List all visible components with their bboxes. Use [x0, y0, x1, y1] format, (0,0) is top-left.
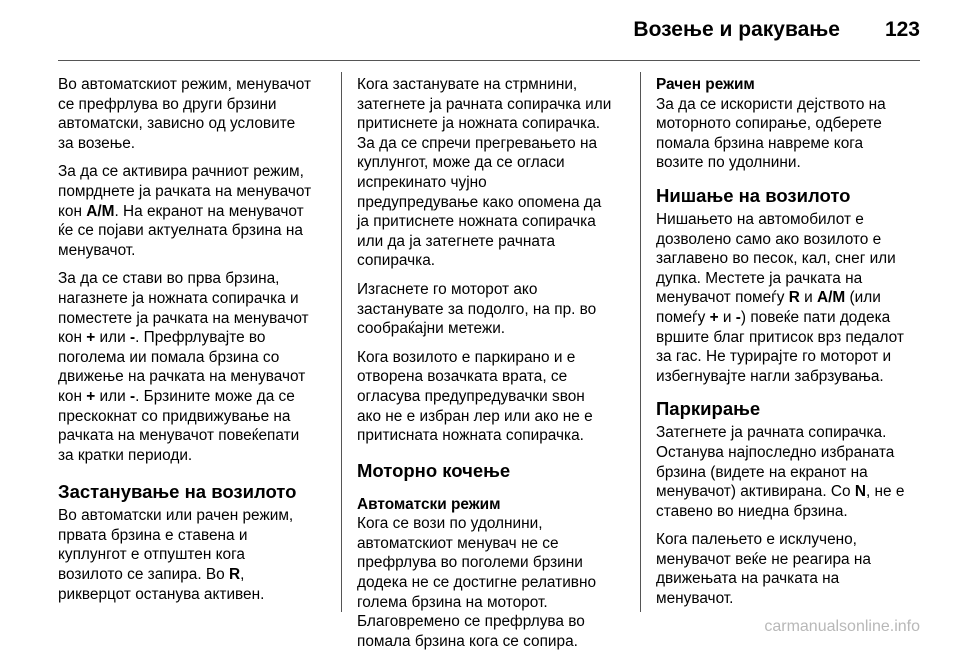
text-line: заглавено во песок, кал, снег или — [656, 250, 896, 268]
text-run: ) повеќе пати додека — [740, 308, 891, 326]
text-line: рикверцот останува активен. — [58, 585, 265, 603]
bold-symbol: - — [735, 308, 741, 326]
text-run: помеѓу — [656, 308, 710, 326]
text-run: . Брзините може да се — [135, 387, 295, 405]
text-line: дупка. Местете ја рачката на — [656, 269, 863, 287]
text-line: сообраќајни метежи. — [357, 320, 506, 338]
text-line: автоматскиот менувач не се — [357, 534, 559, 552]
text-line: ја притиснете ножната сопирачка — [357, 213, 596, 231]
bold-symbol: + — [709, 308, 719, 326]
text-line: испрекинато чујно — [357, 173, 487, 191]
text-run: кон — [58, 387, 87, 405]
text-line: огласува предупредувачки ѕвон — [357, 387, 585, 405]
text-line: Кога возилото е паркирано и е — [357, 348, 576, 366]
subsection-heading: Рачен режим — [656, 76, 755, 93]
text-line: менувачот. — [656, 590, 734, 608]
text-run: и — [718, 308, 736, 326]
text-run: , — [240, 566, 245, 584]
section-heading: Нишање на возилото — [656, 184, 851, 206]
page-header — [0, 0, 960, 64]
text-line: избегнувајте нагли забрзувања. — [656, 367, 884, 385]
section-heading: Паркирање — [656, 398, 761, 420]
text-line: За да се искористи дејството на — [656, 95, 886, 113]
paragraph — [357, 514, 632, 651]
text-line: голема брзина на моторот. — [357, 593, 548, 611]
bold-symbol: A/M — [86, 202, 115, 220]
text-line: ако не е избран лер или ако не е — [357, 407, 593, 425]
paragraph — [357, 348, 632, 446]
text-run: кон — [58, 329, 87, 347]
text-line: поместете ја рачката на менувачот — [58, 309, 309, 327]
paragraph — [656, 95, 926, 173]
text-line: за кратки периоди. — [58, 446, 193, 464]
watermark-text: carmanualsonline.info — [764, 618, 920, 635]
paragraph — [58, 506, 338, 604]
text-line: се префрлува во други брзини — [58, 95, 277, 113]
text-line: Кога се вози по удолнини, — [357, 515, 543, 533]
text-line: куплунгот, може да се огласи — [357, 154, 565, 172]
text-line: за гас. Не турирајте го моторот и — [656, 348, 892, 366]
page-title: Возење и ракување — [633, 18, 840, 41]
page-number: 123 — [884, 18, 920, 41]
text-run: или — [95, 329, 130, 347]
text-line: отворена возачката врата, се — [357, 368, 568, 386]
text-line: или да ја затегнете рачната — [357, 232, 556, 250]
text-line: ставено во ниедна брзина. — [656, 502, 848, 520]
header-rule — [58, 60, 920, 61]
text-line: помала брзина навреме кога — [656, 134, 864, 152]
bold-symbol: + — [86, 329, 96, 347]
column-divider — [640, 72, 641, 612]
paragraph — [656, 423, 926, 521]
text-line — [656, 482, 926, 502]
text-line — [58, 328, 338, 348]
text-line — [58, 387, 338, 407]
text-run: и — [799, 289, 818, 307]
text-line: помрднете ја рачката на менувачот — [58, 182, 312, 200]
text-line: За да се спречи прегревањето на — [357, 134, 598, 152]
paragraph — [357, 75, 632, 271]
text-line: менувачот веќе не реагира на — [656, 550, 871, 568]
text-line: Благовремено се префрлува во — [357, 613, 585, 631]
text-line: затегнете ја рачната сопирачка или — [357, 95, 612, 113]
paragraph — [58, 162, 338, 260]
bold-symbol: A/M — [817, 289, 846, 307]
text-line: ќе се појави актуелната брзина на — [58, 222, 303, 240]
text-line — [656, 308, 926, 328]
text-line: за возење. — [58, 134, 136, 152]
text-line: Во автоматски или рачен режим, — [58, 507, 294, 525]
text-line: првата брзина е ставена и — [58, 526, 248, 544]
text-run: менувачот) активирана. Со — [656, 483, 855, 501]
text-line: додека не се достигне релативно — [357, 574, 597, 592]
text-run: (или — [845, 289, 881, 307]
text-line: движењата на рачката на — [656, 570, 840, 588]
column-1 — [58, 75, 338, 613]
column-2 — [357, 75, 632, 660]
text-line: Останува најпоследно избраната — [656, 443, 895, 461]
text-line: Кога застанувате на стрмнини, — [357, 76, 578, 93]
text-run: или — [95, 387, 130, 405]
bold-symbol: - — [129, 329, 136, 347]
paragraph — [58, 269, 338, 465]
text-run: кон — [58, 202, 87, 220]
bold-symbol: + — [86, 387, 96, 405]
text-line: Нишањето на автомобилот е — [656, 210, 864, 228]
section-heading: Застанување на возилото — [58, 481, 297, 503]
text-line: застанувате за подолго, на пр. во — [357, 300, 597, 318]
paragraph — [58, 75, 338, 153]
bold-symbol: R — [228, 566, 241, 584]
text-line: моторното сопирање, одберете — [656, 115, 882, 133]
text-line: рачката на менувачот повеќепати — [58, 427, 300, 445]
text-line: движење на рачката на менувачот — [58, 368, 306, 386]
text-line: нагазнете ја ножната сопирачка и — [58, 289, 299, 307]
text-line: Кога палењето е исклучено, — [656, 531, 857, 549]
text-line: предупредување како опомена да — [357, 193, 602, 211]
text-line: помала брзина кога се сопира. — [357, 632, 578, 650]
text-line: менувачот. — [58, 241, 136, 259]
column-divider — [341, 72, 342, 612]
text-line: притиснете ја ножната сопирачка. — [357, 115, 601, 133]
text-run: . На екранот на менувачот — [114, 202, 304, 220]
text-line: префрлува во поголеми брзини — [357, 554, 583, 572]
text-line: возите по удолнини. — [656, 154, 801, 172]
text-line — [656, 288, 926, 308]
text-line: вршите благ притисок врз педалот — [656, 328, 904, 346]
bold-symbol: R — [788, 289, 800, 307]
text-run: менувачот помеѓу — [656, 289, 789, 307]
column-3 — [656, 75, 926, 618]
text-line: притисната ножната сопирачка. — [357, 427, 584, 445]
text-line: За да се активира рачниот режим, — [58, 163, 304, 181]
bold-symbol: - — [129, 387, 136, 405]
text-line — [58, 202, 338, 222]
text-line: сопирачка. — [357, 252, 436, 270]
text-run: возилото се запира. Во — [58, 566, 229, 584]
section-heading: Моторно кочење — [357, 459, 511, 481]
text-line: брзина (видете на екранот на — [656, 463, 868, 481]
text-line — [58, 565, 338, 585]
text-run: . Префрлувајте во — [135, 329, 266, 347]
paragraph — [656, 210, 926, 386]
text-line: За да се стави во прва брзина, — [58, 270, 280, 288]
text-run: , не е — [865, 483, 905, 501]
text-line: автоматски, зависно од условите — [58, 115, 296, 133]
text-line: дозволено само ако возилото е — [656, 230, 882, 248]
text-line: Затегнете ја рачната сопирачка. — [656, 424, 887, 442]
text-line: поголема ии помала брзина со — [58, 348, 280, 366]
text-line: прескокнат со придвижување на — [58, 407, 291, 425]
subsection-heading: Автоматски режим — [357, 495, 501, 513]
text-line: Во автоматскиот режим, менувачот — [58, 76, 312, 93]
text-line: Изгаснете го моторот ако — [357, 280, 538, 298]
paragraph — [656, 530, 926, 608]
paragraph — [357, 280, 632, 339]
bold-symbol: N — [854, 483, 866, 501]
text-line: куплунгот е отпуштен кога — [58, 546, 245, 564]
